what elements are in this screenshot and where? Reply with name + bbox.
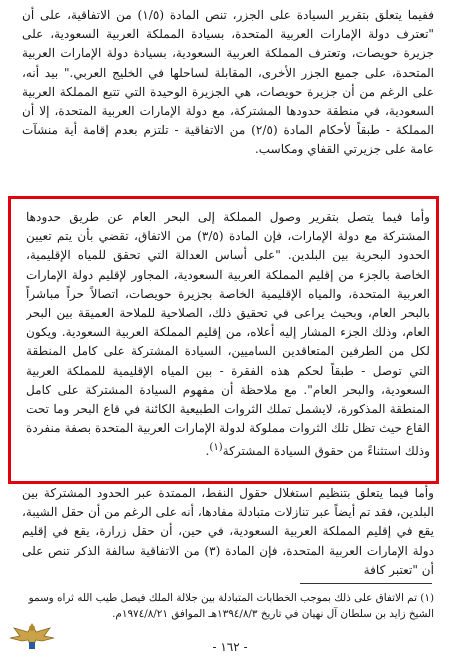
footnote-divider	[300, 583, 432, 584]
footnote-marker: (١)	[209, 442, 223, 454]
eagle-icon	[4, 618, 60, 652]
logo-caption	[4, 652, 60, 656]
paragraph-sea-access-text: وأما فيما يتصل بتقرير وصول المملكة إلى البحر العام عن طريق حدودها المشتركة مع دولة الإمارات، فإن المادة (٣/٥) من الاتفاق، تقضي بأن يتم تعيين الحدود البحرية بين البلدين. "على أساس العدالة التي تحقق للمياه الإقليمية، الخاصة بالجزء من إقليم المملكة العربية السعودية، المجاور لإقليم دولة الإمارات العربية المتحدة، والمياه الإقليمية الخاصة بجزيرة حويصات، اتصالاً حراً مباشراً بالبحر العام، وبحيث يراعى في تحقيق ذلك، الصلاحية للملاحة العميقة بين البحر العام، وذلك الجزء المشار إليه أعلاه، من إقليم المملكة العربية السعودية. ويكون لكل من الطرفين المتعاقدين الساميين، السيادة المشتركة على كامل المنطقة التي توصل - طبقاً لحكم هذه الفقرة - بين المياه الإقليمية للمملكة العربية السعودية، والبحر العام". مع ملاحظة أن مفهوم السيادة المشتركة على كامل المنطقة المذكورة، لايشمل تملك الثروات الطبيعية الكائنة في قاع البحر وما تحت القاع حيث تظل تلك الثروات مملوكة لدولة الإمارات العربية المتحدة بصفة منفردة وذلك استثناءً من حقوق السيادة المشتركة	[26, 210, 430, 459]
footnote: (١) تم الاتفاق على ذلك بموجب الخطابات المتبادلة بين جلالة الملك فيصل طيب الله ثراه وسمو الشيخ زايد بن سلطان آل نهيان في تاريخ ١٣٩٤/٨/٣هـ الموافق ١٩٧٤/٨/٢١م.	[28, 592, 434, 620]
paragraph-sea-access: وأما فيما يتصل بتقرير وصول المملكة إلى البحر العام عن طريق حدودها المشتركة مع دولة الإمارات، فإن المادة (٣/٥) من الاتفاق، تقضي بأن يتم تعيين الحدود البحرية بين البلدين. "على أساس العدالة التي تحقق للمياه الإقليمية، الخاصة بالجزء من إقليم المملكة العربية السعودية، المجاور لإقليم دولة الإمارات العربية المتحدة، والمياه الإقليمية الخاصة بجزيرة حويصات، اتصالاً حراً مباشراً بالبحر العام، وبحيث يراعى في تحقيق ذلك، الصلاحية للملاحة العميقة بين البحر العام، وذلك الجزء المشار إليه أعلاه، من إقليم المملكة العربية السعودية. ويكون لكل من الطرفين المتعاقدين الساميين، السيادة المشتركة على كامل المنطقة التي توصل - طبقاً لحكم هذه الفقرة - بين المياه الإقليمية للمملكة العربية السعودية، والبحر العام". مع ملاحظة أن مفهوم السيادة المشتركة على كامل المنطقة المذكورة، لايشمل تملك الثروات الطبيعية الكائنة في قاع البحر وما تحت القاع حيث تظل تلك الثروات مملوكة لدولة الإمارات العربية المتحدة بصفة منفردة وذلك استثناءً من حقوق السيادة المشتركة$^{(١)}$.	[26, 210, 430, 459]
paragraph-oil-fields: وأما فيما يتعلق بتنظيم استغلال حقول النفط، الممتدة عبر الحدود المشتركة بين البلدين، فقد تم أيضاً عبر تنازلات متبادلة مفادها، أنه على الرغم من أن حقل الشيبة، يقع في إقليم المملكة العربية السعودية، في حين، أن حقل زرارة، يقع في إقليم دولة الإمارات العربية المتحدة، فإن المادة (٣) من الاتفاقية سالفة الذكر تنص على أن "تعتبر كافة	[22, 486, 434, 577]
paragraph-islands-sovereignty: ففيما يتعلق بتقرير السيادة على الجزر، تنص المادة (١/٥) من الاتفاقية، على أن "تعترف دولة الإمارات العربية المتحدة، بسيادة المملكة العربية السعودية، على جزيرة حويصات، وتعترف المملكة العربية السعودية، بسيادة دولة الإمارات العربية المتحدة، على جميع الجزر الأخرى، المقابلة لساحلها في الخليج العربي." بيد أنه، على الرغم من أن جزيرة حويصات، هي الجزيرة الوحيدة التي تتبع المملكة العربية السعودية، في منطقة حدودها المشتركة، مع دولة الإمارات العربية المتحدة، إلا أن المملكة - طبقاً لأحكام المادة (٢/٥) من الاتفاقية - تلتزم بعدم إقامة أية منشآت عامة على جزيرتي القفاي ومكاسب.	[22, 8, 434, 157]
logo-watermark	[4, 618, 60, 662]
page-number: - ١٦٢ -	[212, 640, 248, 654]
